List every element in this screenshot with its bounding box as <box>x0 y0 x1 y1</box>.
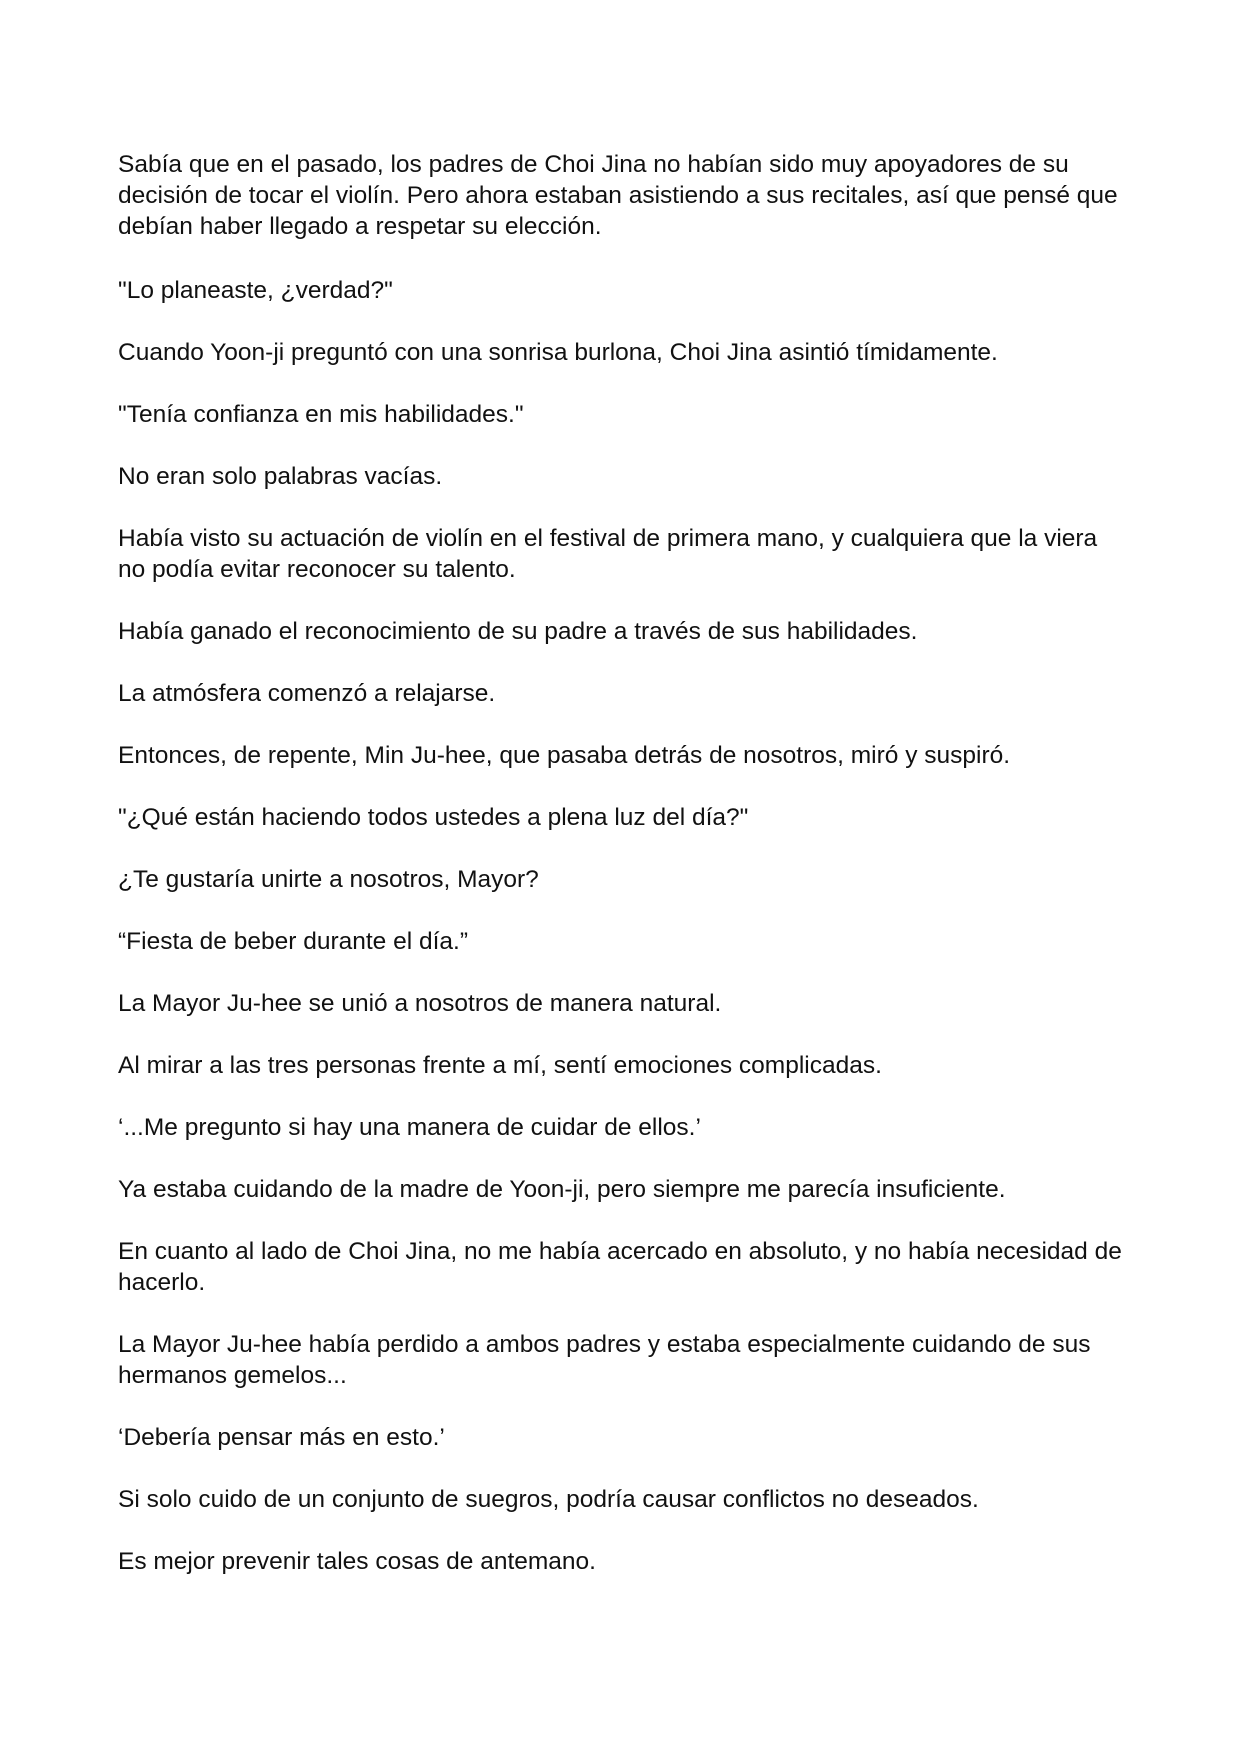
paragraph-11: ¿Te gustaría unirte a nosotros, Mayor? <box>118 866 539 893</box>
paragraph-12: “Fiesta de beber durante el día.” <box>118 928 469 955</box>
paragraph-4: "Tenía confianza en mis habilidades." <box>118 401 524 428</box>
paragraph-6: Había visto su actuación de violín en el festival de primera mano, y cualquiera que la viera no podía evitar reconocer su talento. <box>118 525 1098 583</box>
paragraph-5: No eran solo palabras vacías. <box>118 463 443 490</box>
paragraph-20: Si solo cuido de un conjunto de suegros, podría causar conflictos no deseados. <box>118 1486 979 1513</box>
paragraph-14: Al mirar a las tres personas frente a mí, sentí emociones complicadas. <box>118 1052 882 1079</box>
paragraph-15: ‘...Me pregunto si hay una manera de cuidar de ellos.’ <box>118 1114 701 1141</box>
paragraph-9: Entonces, de repente, Min Ju-hee, que pasaba detrás de nosotros, miró y suspiró. <box>118 742 1011 769</box>
paragraph-18: La Mayor Ju-hee había perdido a ambos padres y estaba especialmente cuidando de sus hermanos gemelos... <box>118 1331 1091 1389</box>
paragraph-16: Ya estaba cuidando de la madre de Yoon-ji, pero siempre me parecía insuficiente. <box>118 1176 1006 1203</box>
paragraph-17: En cuanto al lado de Choi Jina, no me había acercado en absoluto, y no había necesidad de hacerlo. <box>118 1238 1122 1296</box>
paragraph-7: Había ganado el reconocimiento de su padre a través de sus habilidades. <box>118 618 918 645</box>
paragraph-3: Cuando Yoon-ji preguntó con una sonrisa burlona, Choi Jina asintió tímidamente. <box>118 339 998 366</box>
paragraph-21: Es mejor prevenir tales cosas de antemano. <box>118 1548 596 1575</box>
paragraph-10: "¿Qué están haciendo todos ustedes a plena luz del día?" <box>118 804 749 831</box>
paragraph-13: La Mayor Ju-hee se unió a nosotros de manera natural. <box>118 990 722 1017</box>
paragraph-8: La atmósfera comenzó a relajarse. <box>118 680 496 707</box>
paragraph-19: ‘Debería pensar más en esto.’ <box>118 1424 445 1451</box>
paragraph-2: "Lo planeaste, ¿verdad?" <box>118 277 393 304</box>
paragraph-1: Sabía que en el pasado, los padres de Choi Jina no habían sido muy apoyadores de su decisión de tocar el violín. Pero ahora estaban asistiendo a sus recitales, así que pensé que debían haber llegado a respetar su elección. <box>118 151 1118 240</box>
